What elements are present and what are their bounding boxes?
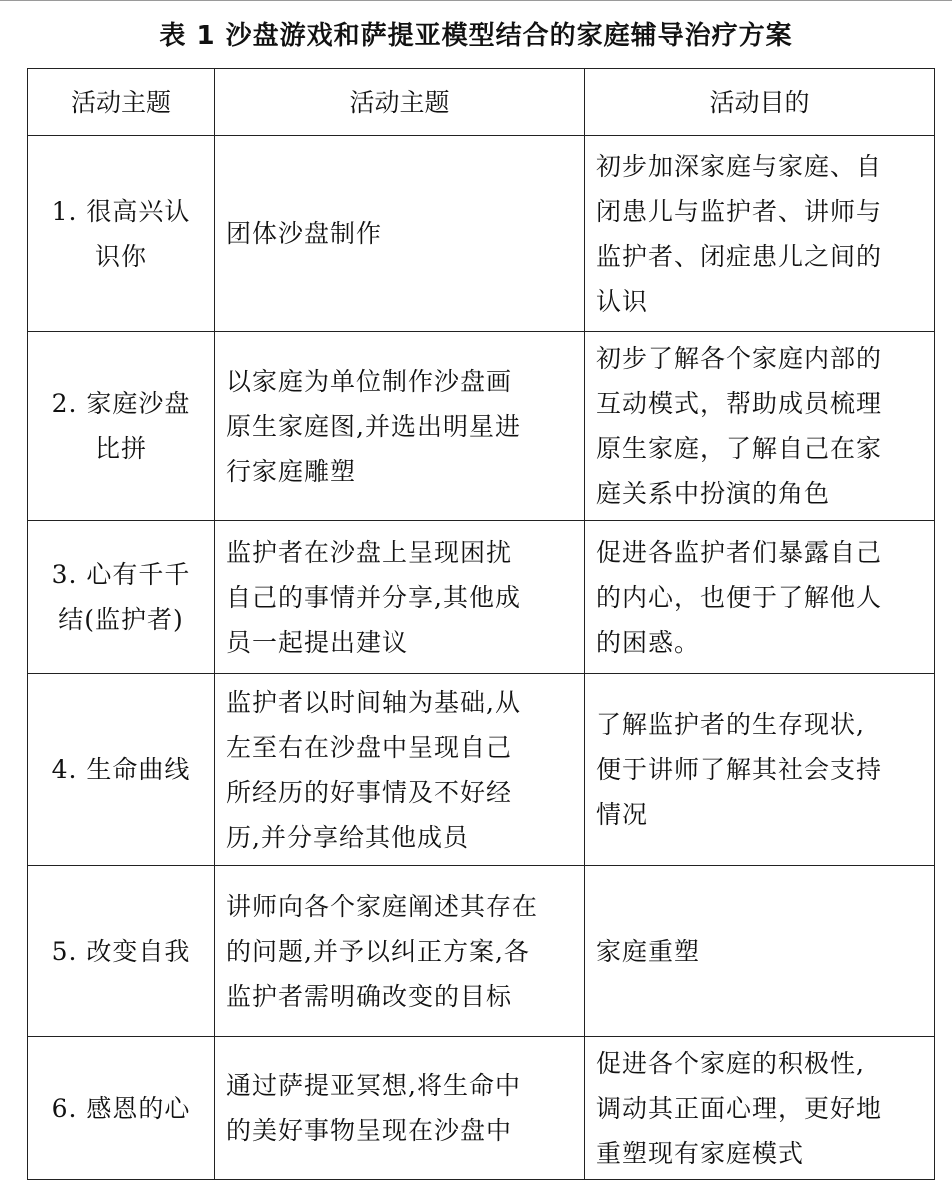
activity-theme-cell — [28, 521, 215, 674]
table-row — [28, 1037, 935, 1180]
activity-purpose-cell — [585, 866, 935, 1037]
activity-content-cell — [215, 1037, 585, 1180]
cell-line: 结(监护者) — [58, 605, 184, 634]
cell-line: 初步加深家庭与家庭、自 — [596, 151, 883, 181]
table-row — [28, 674, 935, 866]
activity-content-cell — [215, 332, 585, 521]
cell-line: 监护者以时间轴为基础,从 — [226, 687, 521, 717]
header-purpose: 活动目的 — [585, 69, 935, 136]
cell-line: 3. 心有千千 — [51, 560, 191, 589]
cell-line: 识你 — [94, 241, 147, 271]
cell-line: 的困惑。 — [596, 627, 701, 657]
activity-plan-table — [27, 68, 935, 1180]
activity-purpose-cell — [585, 332, 935, 521]
cell-line: 家庭重塑 — [596, 936, 701, 966]
cell-line: 所经历的好事情及不好经 — [226, 777, 513, 807]
cell-line: 重塑现有家庭模式 — [596, 1138, 805, 1168]
cell-line: 了解监护者的生存现状, — [596, 710, 865, 739]
cell-line: 行家庭雕塑 — [226, 456, 357, 486]
cell-line: 2. 家庭沙盘 — [51, 389, 191, 418]
cell-line: 互动模式，帮助成员梳理 — [596, 389, 883, 418]
cell-line: 比拼 — [94, 434, 147, 463]
cell-line: 初步了解各个家庭内部的 — [596, 344, 883, 373]
table-caption: 表 1 沙盘游戏和萨提亚模型结合的家庭辅导治疗方案 — [159, 21, 793, 51]
cell-line: 以家庭为单位制作沙盘画 — [226, 366, 513, 396]
header-theme: 活动主题 — [28, 69, 215, 136]
top-rule — [0, 0, 952, 1]
table-row — [28, 866, 935, 1037]
activity-content-cell — [215, 674, 585, 866]
activity-purpose-cell — [585, 674, 935, 866]
cell-line: 5. 改变自我 — [51, 936, 191, 966]
cell-line: 监护者在沙盘上呈现困扰 — [226, 537, 513, 567]
activity-theme-cell — [28, 674, 215, 866]
cell-line: 通过萨提亚冥想,将生命中 — [226, 1071, 521, 1100]
table-row — [28, 332, 935, 521]
activity-content-cell — [215, 866, 585, 1037]
cell-line: 促进各个家庭的积极性, — [596, 1048, 865, 1078]
cell-line: 团体沙盘制作 — [226, 219, 383, 248]
activity-theme-cell — [28, 136, 215, 332]
cell-line: 4. 生命曲线 — [51, 755, 191, 784]
cell-line: 促进各监护者们暴露自己 — [596, 537, 883, 567]
cell-line: 庭关系中扮演的角色 — [596, 479, 831, 508]
activity-purpose-cell — [585, 521, 935, 674]
activity-theme-cell — [28, 1037, 215, 1180]
cell-line: 便于讲师了解其社会支持 — [596, 755, 883, 784]
activity-purpose-cell — [585, 136, 935, 332]
cell-line: 1. 很高兴认 — [51, 196, 191, 226]
cell-line: 的美好事物呈现在沙盘中 — [226, 1116, 513, 1145]
activity-theme-cell — [28, 866, 215, 1037]
activity-theme-cell — [28, 332, 215, 521]
cell-line: 监护者需明确改变的目标 — [226, 981, 513, 1011]
cell-line: 调动其正面心理，更好地 — [596, 1093, 883, 1123]
cell-line: 讲师向各个家庭阐述其存在 — [226, 891, 539, 921]
cell-line: 的问题,并予以纠正方案,各 — [226, 936, 530, 966]
cell-line: 认识 — [596, 286, 649, 316]
table-row — [28, 136, 935, 332]
cell-line: 情况 — [596, 800, 649, 829]
cell-line: 员一起提出建议 — [226, 627, 409, 657]
activity-purpose-cell — [585, 1037, 935, 1180]
cell-line: 原生家庭，了解自己在家 — [596, 434, 883, 463]
cell-line: 闭患儿与监护者、讲师与 — [596, 196, 883, 226]
header-content: 活动主题 — [215, 69, 585, 136]
activity-content-cell — [215, 521, 585, 674]
cell-line: 原生家庭图,并选出明星进 — [226, 411, 521, 441]
cell-line: 自己的事情并分享,其他成 — [226, 582, 521, 612]
cell-line: 监护者、闭症患儿之间的 — [596, 241, 883, 271]
cell-line: 左至右在沙盘中呈现自己 — [226, 732, 513, 762]
table-row — [28, 521, 935, 674]
header-row — [28, 69, 935, 136]
cell-line: 6. 感恩的心 — [51, 1093, 191, 1123]
cell-line: 历,并分享给其他成员 — [226, 822, 469, 852]
cell-line: 的内心，也便于了解他人 — [596, 582, 883, 612]
activity-content-cell — [215, 136, 585, 332]
